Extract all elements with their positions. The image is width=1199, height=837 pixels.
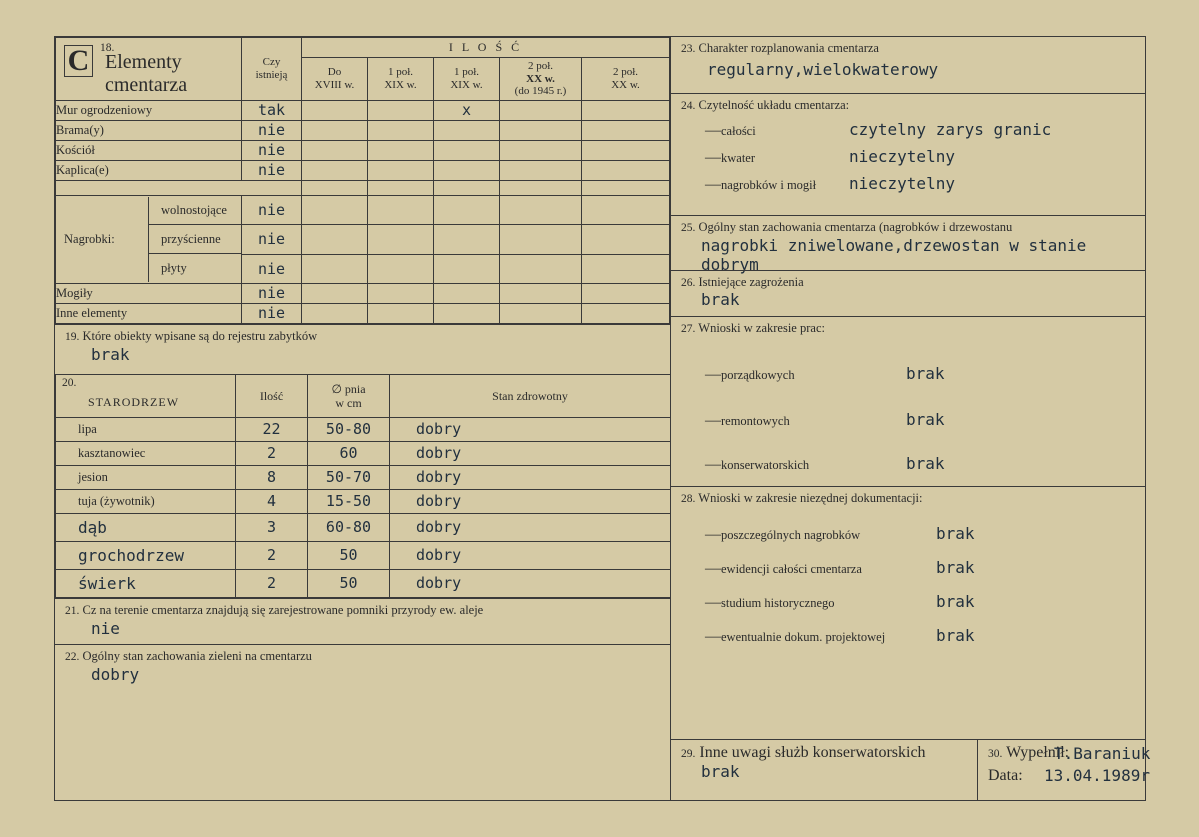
section-21-header: [65, 603, 662, 618]
graves-value-wolnostojace: nie: [257, 200, 286, 219]
tree-name: tuja (żywotnik): [56, 490, 236, 514]
mark-cell: x: [461, 101, 472, 119]
section-20-col-health: Stan zdrowotny: [390, 375, 671, 418]
section-29: [671, 740, 978, 800]
tree-diameter: 50-70: [325, 468, 372, 486]
table-row: [56, 418, 671, 442]
section-19: [55, 324, 670, 374]
section-28-item-ewidencji: — ewidencji całości cmentarza brak: [705, 558, 975, 577]
tree-count: 8: [266, 468, 277, 486]
graves-row-label-wolnostojace: wolnostojące: [149, 197, 241, 225]
section-21-number: 21.: [65, 605, 80, 617]
section-23-header: [681, 41, 1137, 56]
section-24-item-label: kwater: [721, 151, 756, 165]
section-27: [671, 316, 1145, 486]
section-22: [55, 644, 670, 800]
row-label-brama: Brama(y): [56, 121, 242, 141]
section-28-item-label: poszczególnych nagrobków: [721, 528, 861, 542]
section-30-date: 13.04.1989r: [1044, 766, 1150, 785]
tree-diameter: 15-50: [325, 492, 372, 510]
section-27-item-value: brak: [906, 364, 945, 383]
section-24-item-value: nieczytelny: [849, 147, 955, 166]
tree-name: lipa: [56, 418, 236, 442]
row-value-mogily-exists: nie: [257, 284, 286, 302]
section-22-number: 22.: [65, 651, 80, 663]
section-23-number: 23.: [681, 43, 696, 55]
section-29-30-row: [671, 739, 1151, 800]
section-23-label: Charakter rozplanowania cmentarza: [698, 41, 879, 55]
section-27-item-label: remontowych: [721, 414, 790, 428]
tree-health: dobry: [416, 468, 462, 486]
section-20-title: STARODRZEW: [88, 394, 180, 409]
section-20-title-cell: [56, 375, 236, 418]
tree-count: 2: [266, 574, 277, 592]
section-28: [671, 486, 1145, 739]
section-20-col-diameter: ∅ pnia w cm: [308, 375, 390, 418]
tree-diameter: 50: [339, 546, 358, 564]
section-27-number: 27.: [681, 323, 696, 335]
section-22-label: Ogólny stan zachowania zieleni na cmentarzu: [82, 649, 312, 663]
section-27-item-value: brak: [906, 410, 945, 429]
section-24-item-calosci: — całości czytelny zarys granic: [705, 120, 1052, 139]
table-row: [56, 570, 671, 598]
section-28-item-value: brak: [936, 524, 975, 543]
section-27-item-remontowych: — remontowych brak: [705, 410, 945, 429]
tree-health: dobry: [416, 574, 462, 592]
section-19-value: brak: [91, 345, 130, 364]
tree-health: dobry: [416, 492, 462, 510]
section-22-value: dobry: [91, 665, 140, 684]
section-20-number: 20.: [62, 377, 77, 389]
section-24-number: 24.: [681, 100, 696, 112]
section-24-item-nagrobkow: — nagrobków i mogił nieczytelny: [705, 174, 955, 193]
tree-health: dobry: [416, 546, 462, 564]
section-27-label: Wnioski w zakresie prac:: [698, 321, 825, 335]
section-24-item-value: nieczytelny: [849, 174, 955, 193]
table-row: [56, 284, 670, 304]
section-20-col-count: Ilość: [236, 375, 308, 418]
tree-diameter: 60-80: [325, 518, 372, 536]
graves-group-label: Nagrobki:: [64, 232, 115, 246]
section-19-header: [65, 329, 662, 344]
tree-diameter: 50-80: [325, 420, 372, 438]
row-value-kaplica-exists: nie: [257, 161, 286, 179]
left-column: [55, 37, 671, 800]
section-18-title-line1: Elementy: [105, 51, 182, 73]
section-25-label: Ogólny stan zachowania cmentarza (nagrobków i drzewostanu: [698, 220, 1013, 234]
section-29-number: 29.: [681, 748, 696, 760]
tree-name: grochodrzew: [78, 546, 184, 565]
column-exists-header: Czy istnieją: [242, 38, 302, 101]
table-row: [56, 442, 671, 466]
section-24-label: Czytelność układu cmentarza:: [698, 98, 850, 112]
table-row: [56, 542, 671, 570]
section-25-number: 25.: [681, 222, 696, 234]
section-18-number: 18.: [100, 42, 115, 54]
tree-health: dobry: [416, 420, 462, 438]
tree-count: 3: [266, 518, 277, 536]
section-26-number: 26.: [681, 277, 696, 289]
row-value-kosciol-exists: nie: [257, 141, 286, 159]
table-row: [56, 141, 670, 161]
col-header-4: 2 poł. XX w.: [582, 58, 670, 101]
section-21-label: Cz na terenie cmentarza znajdują się zarejestrowane pomniki przyrody ew. aleje: [82, 603, 484, 617]
section-26-value: brak: [701, 290, 740, 309]
section-28-number: 28.: [681, 493, 696, 505]
section-23: [671, 37, 1145, 93]
section-18-table: [55, 37, 670, 324]
ilosc-group-header: I L O Ś Ć: [302, 38, 670, 58]
section-25-value: nagrobki zniwelowane,drzewostan w stanie dobrym: [701, 236, 1087, 274]
tree-name: jesion: [56, 466, 236, 490]
tree-name: dąb: [78, 518, 107, 537]
section-22-header: [65, 649, 662, 664]
tree-count: 2: [266, 444, 277, 462]
section-28-item-value: brak: [936, 592, 975, 611]
section-26-label: Istniejące zagrożenia: [698, 275, 804, 289]
section-27-item-label: porządkowych: [721, 368, 795, 382]
section-30-label: Wypełnił:: [1006, 744, 1070, 761]
section-27-item-konserwatorskich: — konserwatorskich brak: [705, 454, 945, 473]
section-26: [671, 270, 1145, 316]
section-18-title: [105, 51, 187, 97]
tree-count: 2: [266, 546, 277, 564]
tree-count: 4: [266, 492, 277, 510]
table-row: [56, 101, 670, 121]
section-29-label: Inne uwagi służb konserwatorskich: [699, 744, 926, 761]
section-28-item-studium: — studium historycznego brak: [705, 592, 975, 611]
col-header-0: Do XVIII w.: [302, 58, 368, 101]
section-23-value: regularny,wielokwaterowy: [707, 60, 939, 79]
col-header-1: 1 poł. XIX w.: [368, 58, 434, 101]
section-25-header: [681, 220, 1137, 235]
section-28-item-projektowej: — ewentualnie dokum. projektowej brak: [705, 626, 975, 645]
section-29-value: brak: [701, 762, 740, 781]
section-28-item-nagrobkow: — poszczególnych nagrobków brak: [705, 524, 975, 543]
graves-value-przyscienne: nie: [257, 230, 286, 248]
tree-name: świerk: [78, 574, 136, 593]
section-28-item-label: ewentualnie dokum. projektowej: [721, 630, 886, 644]
right-column: [671, 37, 1151, 800]
row-label-mur: Mur ogrodzeniowy: [56, 101, 242, 121]
row-value-inne-exists: nie: [257, 304, 286, 322]
form-sheet: [54, 36, 1151, 801]
tree-diameter: 60: [339, 444, 358, 462]
section-26-header: [681, 275, 1137, 290]
section-27-item-value: brak: [906, 454, 945, 473]
section-25: [671, 215, 1145, 274]
section-28-item-value: brak: [936, 626, 975, 645]
section-28-item-label: ewidencji całości cmentarza: [721, 562, 862, 576]
graves-value-plyty: nie: [257, 259, 286, 278]
section-24-header: [681, 98, 1137, 113]
section-24-item-label: nagrobków i mogił: [721, 178, 817, 192]
section-21-value: nie: [91, 619, 120, 638]
section-28-item-label: studium historycznego: [721, 596, 835, 610]
section-30-date-label: Data:: [988, 767, 1023, 784]
table-row: [56, 121, 670, 141]
section-19-number: 19.: [65, 331, 80, 343]
tree-health: dobry: [416, 518, 462, 536]
table-row: [56, 466, 671, 490]
graves-row-label-przyscienne: przyścienne: [149, 225, 241, 254]
section-24-item-value: czytelny zarys granic: [849, 120, 1052, 139]
row-value-mur-exists: tak: [257, 101, 286, 119]
section-19-label: Które obiekty wpisane są do rejestru zabytków: [82, 329, 318, 343]
section-29-header: [681, 744, 969, 762]
table-row: [56, 490, 671, 514]
section-30-number: 30.: [988, 748, 1003, 760]
row-label-inne: Inne elementy: [56, 304, 242, 324]
row-value-brama-exists: nie: [257, 121, 286, 139]
section-18-title-line2: cmentarza: [105, 74, 188, 96]
section-letter-c: C: [64, 45, 93, 77]
section-27-item-porzadkowych: — porządkowych brak: [705, 364, 945, 383]
row-label-kosciol: Kościół: [56, 141, 242, 161]
tree-count: 22: [262, 420, 281, 438]
section-27-item-label: konserwatorskich: [721, 458, 810, 472]
table-row-spacer: [56, 181, 670, 196]
col-header-3: 2 poł. XX w. (do 1945 r.): [500, 58, 582, 101]
section-30: [978, 740, 1151, 800]
section-24-item-kwater: — kwater nieczytelny: [705, 147, 955, 166]
row-label-mogily: Mogiły: [56, 284, 242, 304]
section-24: [671, 93, 1145, 215]
section-28-item-value: brak: [936, 558, 975, 577]
row-label-kaplica: Kaplica(e): [56, 161, 242, 181]
tree-diameter: 50: [339, 574, 358, 592]
table-row: [56, 196, 670, 225]
tree-name: kasztanowiec: [56, 442, 236, 466]
section-21: [55, 598, 670, 644]
section-28-header: [681, 491, 1137, 506]
section-18-title-cell: [56, 38, 242, 101]
col-header-2: 1 poł. XIX w.: [434, 58, 500, 101]
section-20-table: [55, 374, 671, 598]
section-24-item-label: całości: [721, 124, 756, 138]
table-row: [56, 304, 670, 324]
graves-group-cell: [56, 196, 242, 284]
table-row: [56, 161, 670, 181]
section-28-label: Wnioski w zakresie niezędnej dokumentacji:: [698, 491, 923, 505]
tree-health: dobry: [416, 444, 462, 462]
graves-row-label-plyty: płyty: [161, 261, 187, 275]
table-row: [56, 514, 671, 542]
section-30-name: T.Baraniuk: [1054, 744, 1151, 763]
section-27-header: [681, 321, 1137, 336]
